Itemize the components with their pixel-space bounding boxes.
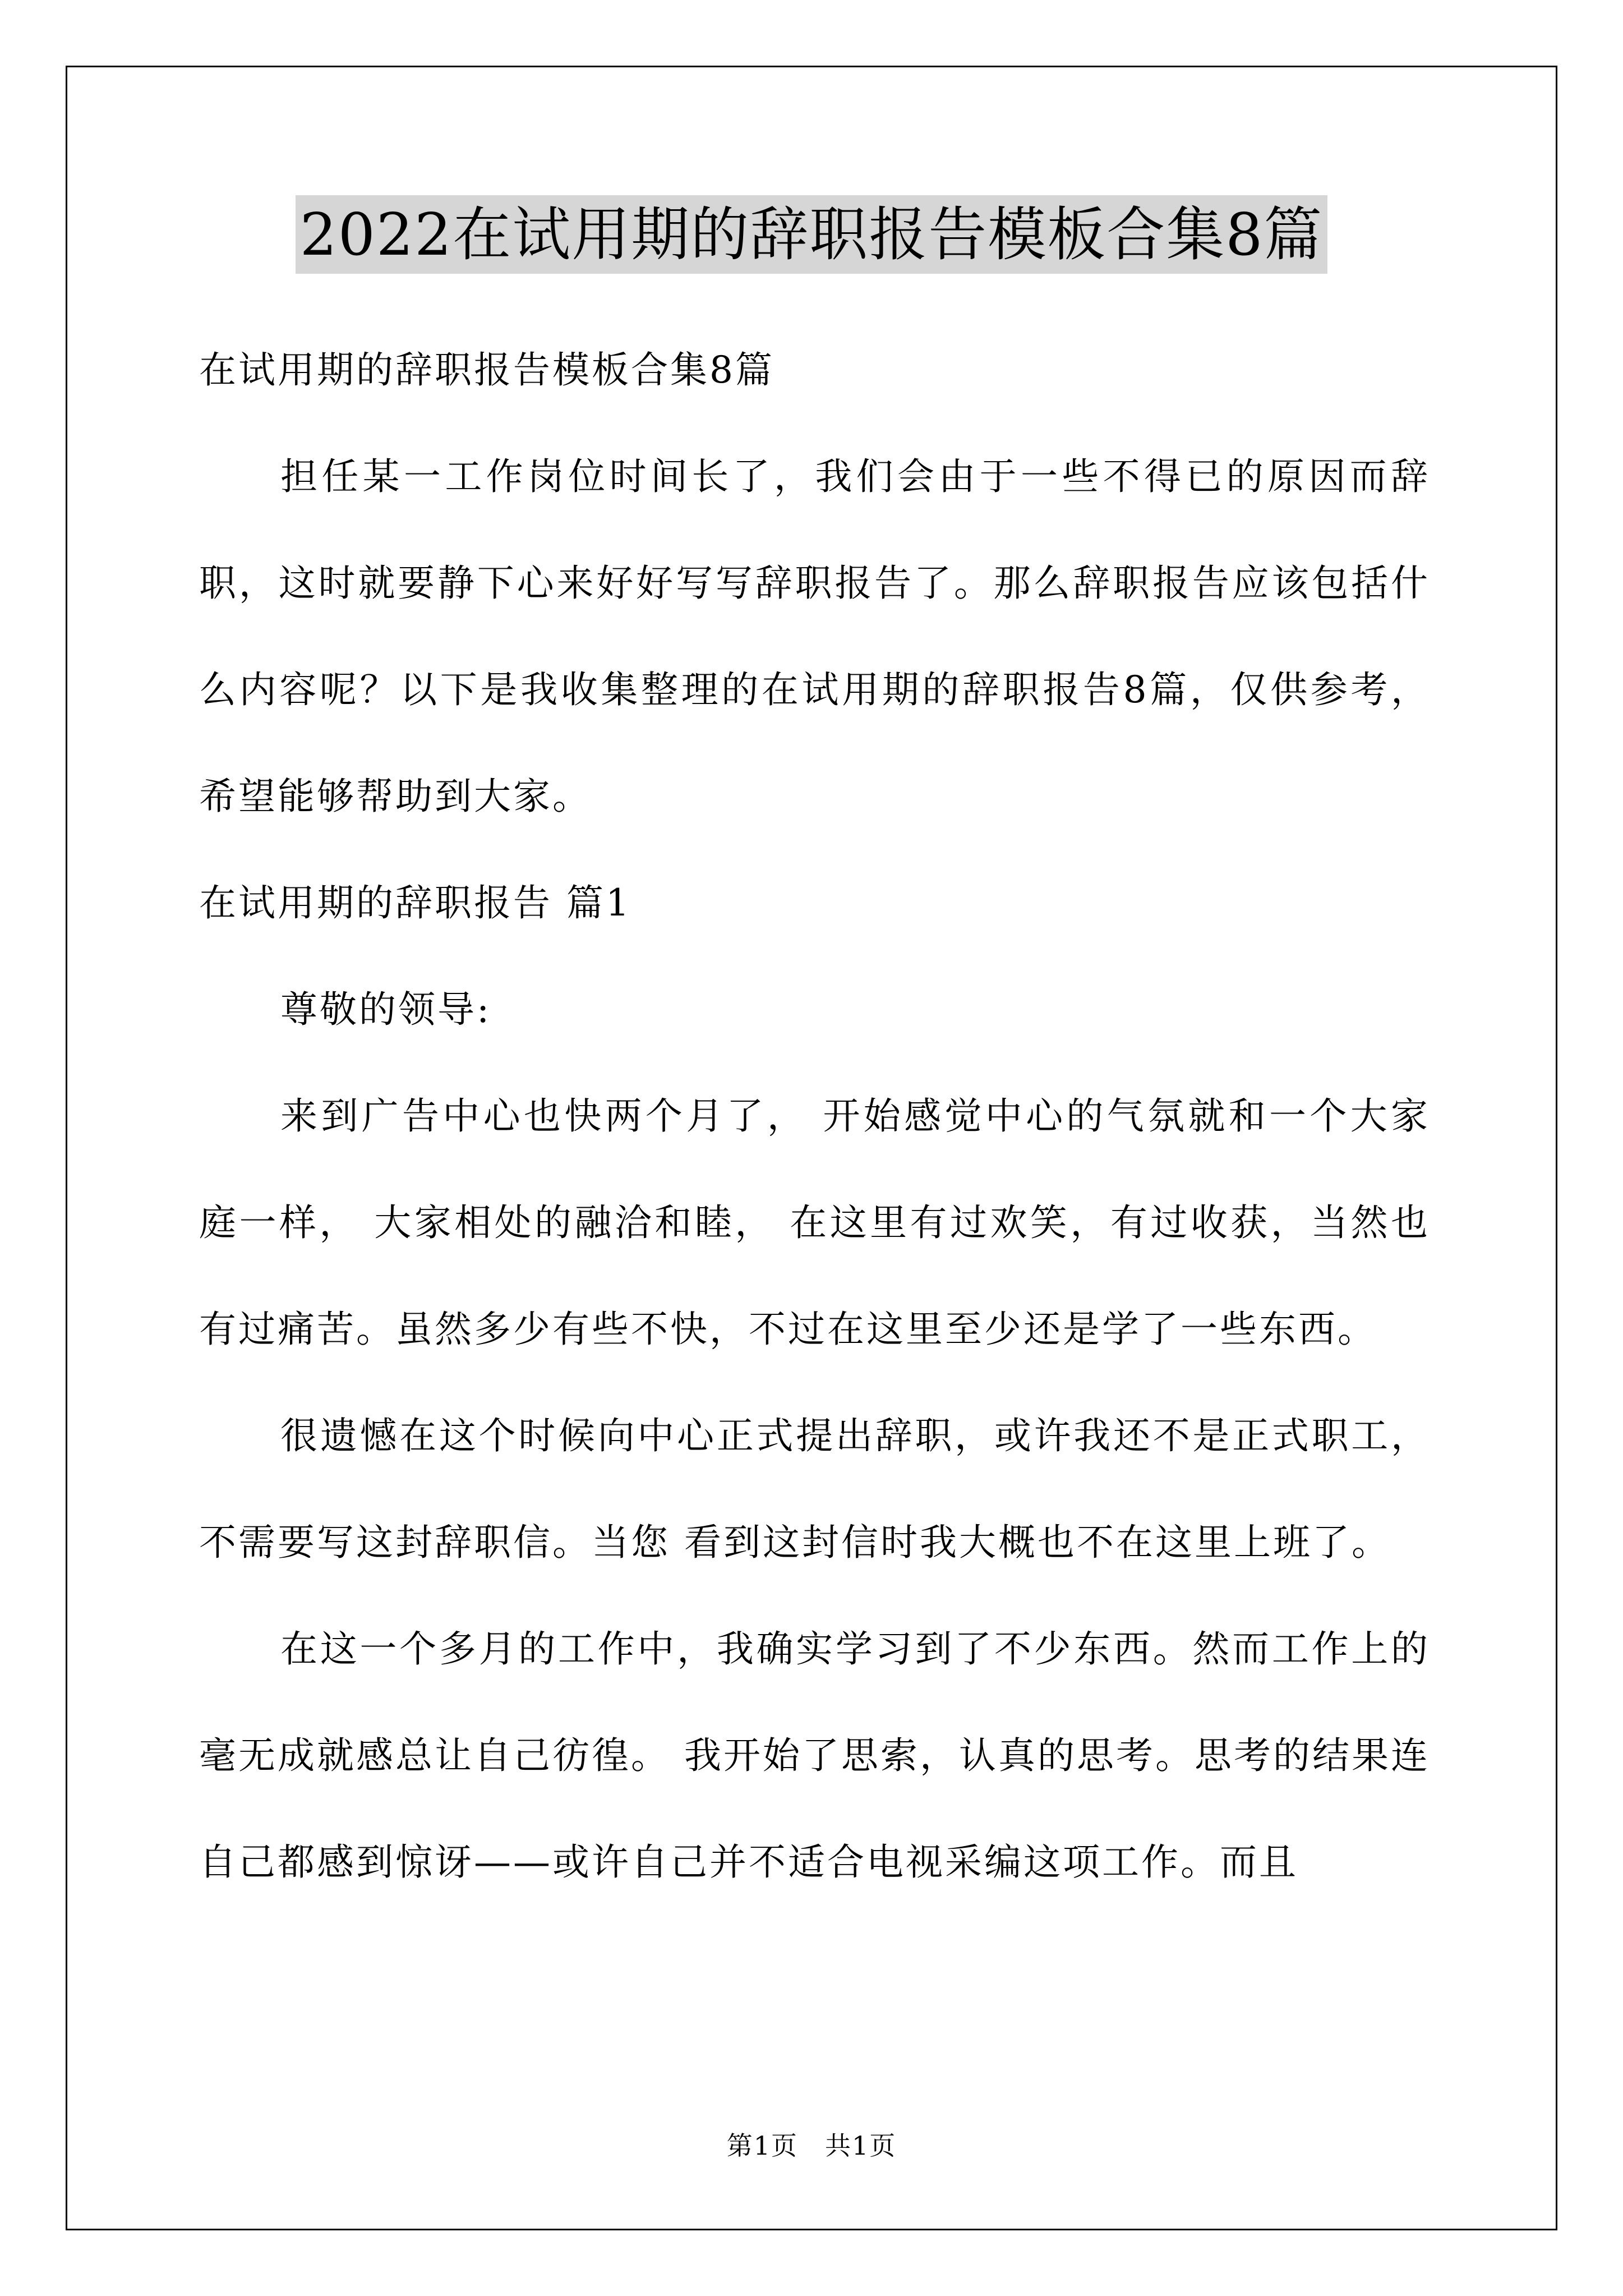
page-number-footer: 第1页 共1页 (726, 2131, 897, 2161)
title-area (0, 195, 1623, 274)
body-paragraph: 担任某一工作岗位时间长了，我们会由于一些不得已的原因而辞职，这时就要静下心来好好写写辞职报告了。那么辞职报告应该包括什么内容呢？以下是我收集整理的在试用期的辞职报告8篇，仅供参考，希望能够帮助到大家。 (199, 455, 1430, 818)
body-paragraph: 很遗憾在这个时候向中心正式提出辞职，或许我还不是正式职工，不需要写这封辞职信。当您 看到这封信时我大概也不在这里上班了。 (199, 1414, 1430, 1564)
body-paragraph: 尊敬的领导: (280, 988, 492, 1031)
document-body (199, 317, 1430, 1916)
body-paragraph: 在试用期的辞职报告 篇1 (199, 881, 631, 924)
body-paragraph: 在这一个多月的工作中，我确实学习到了不少东西。然而工作上的毫无成就感总让自己彷徨。 我开始了思索，认真的思考。思考的结果连自己都感到惊讶——或许自己并不适合电视采编这项工作。而且 (199, 1627, 1430, 1884)
document-title: 2022在试用期的辞职报告模板合集8篇 (296, 195, 1328, 274)
body-paragraph: 来到广告中心也快两个月了， 开始感觉中心的气氛就和一个大家庭一样， 大家相处的融洽和睦， 在这里有过欢笑，有过收获，当然也有过痛苦。虽然多少有些不快，不过在这里至少还是学了一些东西。 (199, 1094, 1430, 1351)
document-subtitle: 在试用期的辞职报告模板合集8篇 (199, 348, 774, 392)
